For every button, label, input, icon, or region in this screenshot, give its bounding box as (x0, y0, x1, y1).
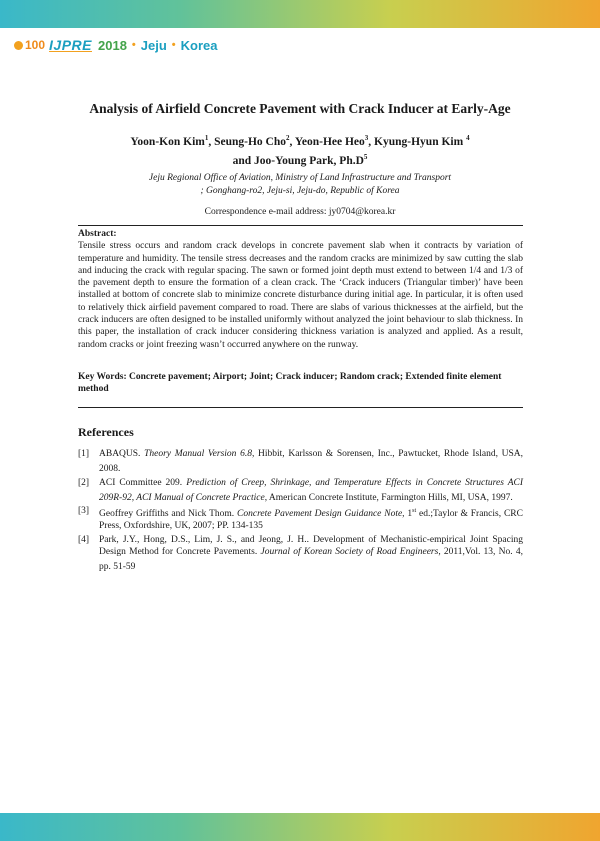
top-decorative-bar (0, 0, 600, 28)
author-conjunction: and (232, 154, 254, 167)
references-heading: References (78, 425, 134, 439)
divider (78, 225, 523, 226)
logo-separator: • (171, 39, 176, 51)
abstract-text: Tensile stress occurs and random crack develops in concrete pavement slab when it contracts by variation of temperature and humidity. The tensile stress decreases and the random cracks are minimized by saw cutting the slab and inducing the crack with regular spacing. The sawn or formed joint depth must extend to between 1/4 and 1/3 of the pavement depth to ensure the formation of a clean crack. The ‘Crack inducers (Triangular timber)’ have been installed at bottom of concrete slab to minimize concrete disturbance during initial age. In particular, it is often used to relatively thick airfield pavement compared to road. There are slabs of various thicknesses at the airfield, but the crack inducers are often designed to be installed uniformly without analyzed the joint behaviour to slab thickness. In this paper, the installation of crack inducer considering thickness variation is analyzed and applied. As a result, random cracks or joint freezing wasn’t occurred anywhere on the runway. (78, 241, 523, 350)
logo-100: 100 (25, 38, 46, 52)
reference-item (78, 477, 523, 505)
logo-country: Korea (180, 37, 218, 53)
affiliation (0, 172, 600, 197)
author-name: Joo-Young Park, Ph.D (254, 154, 364, 167)
reference-number: [1] (78, 449, 90, 459)
affiliation-line: Jeju Regional Office of Aviation, Ministry of Land Infrastructure and Transport (148, 173, 452, 183)
correspondence-email: Correspondence e-mail address: jy0704@korea.kr (204, 207, 396, 217)
keywords: Key Words: Concrete pavement; Airport; Joint; Crack inducer; Random crack; Extended finite element method (78, 372, 502, 395)
author-name: Yoon-Kon Kim (130, 135, 205, 148)
author-separator: , (368, 135, 375, 148)
reference-list (78, 448, 523, 574)
logo-city: Jeju (140, 37, 167, 53)
abstract (78, 228, 523, 351)
reference-number: [2] (78, 477, 90, 488)
reference-text: ABAQUS. Theory Manual Version 6.8, Hibbit, Karlsson & Sorensen, Inc., Pawtucket, Rhode Island, USA, 2008. (99, 449, 524, 475)
author-separator: , (208, 135, 215, 148)
divider (78, 407, 523, 408)
author-line-1 (0, 131, 600, 150)
author-line-2 (0, 150, 600, 169)
reference-item (78, 448, 523, 476)
reference-item (78, 534, 523, 574)
author-name: Seung-Ho Cho (214, 135, 287, 148)
logo-mark: IJPRE (49, 37, 92, 53)
author-affil-mark: 5 (363, 152, 368, 161)
bottom-decorative-bar (0, 813, 600, 841)
abstract-heading: Abstract: (78, 229, 117, 239)
author-name: Yeon-Hee Heo (294, 135, 365, 148)
logo-separator: • (131, 39, 136, 51)
conference-logo (14, 36, 218, 54)
reference-number: [4] (78, 534, 90, 545)
author-affil-mark: 4 (466, 134, 470, 142)
reference-text: Geoffrey Griffiths and Nick Thom. Concrete Pavement Design Guidance Note, 1st ed.;Taylor & Francis, CRC Press, Oxfordshire, UK, 2007; PP. 134-135 (99, 508, 523, 532)
reference-number: [3] (78, 506, 90, 517)
author-name: Kyung-Hyun Kim (374, 135, 467, 148)
author-affil-mark: 3 (364, 134, 369, 142)
paper-title: Analysis of Airfield Concrete Pavement with Crack Inducer at Early-Age (89, 101, 511, 116)
author-affil-mark: 1 (204, 134, 209, 142)
author-separator: , (289, 135, 295, 148)
reference-text: ACI Committee 209. Prediction of Creep, Shrinkage, and Temperature Effects in Concrete Structures ACI 209R-92, ACI Manual of Concrete Practice, American Concrete Institute, Farmington Hills, MI, USA, 1997. (99, 477, 524, 503)
author-affil-mark: 2 (286, 134, 290, 142)
logo-year: 2018 (98, 37, 127, 53)
reference-item (78, 505, 523, 533)
author-list (0, 131, 600, 169)
sun-icon (14, 41, 23, 50)
reference-text: Park, J.Y., Hong, D.S., Lim, J. S., and Jeong, J. H.. Development of Mechanistic-empirical Joint Spacing Design Method for Concrete Pavements. Journal of Korean Society of Road Engineers, 2011,Vol. 13, No. 4, pp. 51-59 (99, 534, 523, 573)
affiliation-line: ; Gonghang-ro2, Jeju-si, Jeju-do, Republic of Korea (200, 185, 400, 196)
